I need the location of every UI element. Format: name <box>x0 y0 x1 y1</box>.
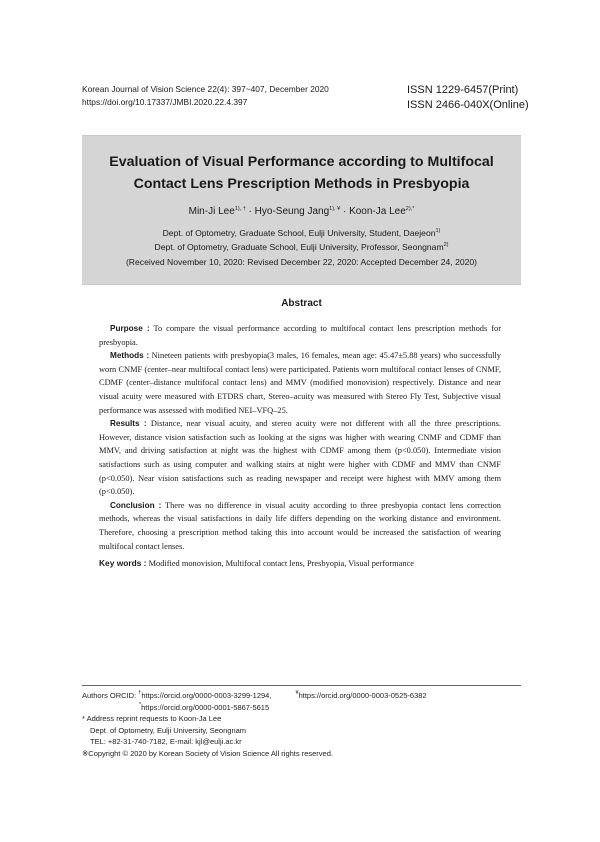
keywords-text: Modified monovision, Multifocal contact lens, Presbyopia, Visual performance <box>148 559 415 568</box>
footer-divider <box>82 685 521 686</box>
title-line-2: Contact Lens Prescription Methods in Presbyopia <box>133 176 470 192</box>
affiliation-1 <box>82 228 521 238</box>
methods-text: Nineteen patients with presbyopia(3 males, 16 females, mean age: 45.47±5.88 years) who successfully worn CNMF (center–near multifocal contact lens) were participated. Patients worn multifocal contact lenses of CNMF, CDMF (center–distance multifocal contact lens) and MMV (modified monovision) respectively. Distance and near visual acuity were measured with ETDRS chart, Stereo–acuity was measured with Stereo Fly Test, Subjective visual performance was assessed with modified NEI–VFQ–25. <box>99 351 501 415</box>
methods-paragraph <box>99 349 501 417</box>
author-mark: 1), ¥ <box>329 206 341 212</box>
orcid-line-2 <box>82 702 521 714</box>
reprint-text: Address reprint requests to Koon-Ja Lee <box>86 714 222 724</box>
reprint-mark: * <box>82 714 85 724</box>
author-name: Min-Ji Lee <box>188 206 235 217</box>
doi-link[interactable]: https://doi.org/10.17337/JMBI.2020.22.4.397 <box>82 97 248 107</box>
paper-title <box>82 151 521 195</box>
received-dates: (Received November 10, 2020: Revised December 22, 2020: Accepted December 24, 2020) <box>125 257 478 267</box>
journal-citation: Korean Journal of Vision Science 22(4): 397~407, December 2020 <box>82 84 329 94</box>
author-list <box>82 206 521 217</box>
orcid-line-1 <box>82 690 521 702</box>
footnotes <box>82 690 521 760</box>
orcid-mark: † <box>138 690 142 696</box>
methods-label: Methods : <box>110 351 150 361</box>
abstract-body <box>99 322 501 553</box>
affiliation-mark: 2) <box>443 242 449 248</box>
conclusion-label: Conclusion : <box>110 500 162 510</box>
orcid-link[interactable]: https://orcid.org/0000-0001-5867-5615 <box>141 702 270 712</box>
purpose-paragraph <box>99 322 501 349</box>
conclusion-text: There was no difference in visual acuity according to three presbyopia contact lens correction methods, whereas the visual satisfactions in daily life differs depending on the working distance and environment. Therefore, choosing a prescription method taking this into account would be increased the satisfaction of wearing multifocal contact lenses. <box>99 500 501 551</box>
orcid-mark: * <box>139 701 142 708</box>
author-name: Koon-Ja Lee <box>349 206 406 217</box>
purpose-label: Purpose : <box>110 324 150 333</box>
results-label: Results : <box>110 419 147 429</box>
keywords-line <box>99 558 519 568</box>
author-separator: · <box>245 206 255 217</box>
author-mark: 1), † <box>234 206 246 212</box>
results-text: Distance, near visual acuity, and stereo acuity were not different with all the three prescriptions. However, distance vision satisfaction such as looking at the signs was higher with wearing CNMF and CDMF than MMV, and driving satisfaction at night was the highest with CDMF among them (p<0.050). Intermediate vision satisfactions such as using computer and walking stairs at night were higher with CDMF and MMV than CNMF (p<0.050). Near vision satisfactions such as reading newspaper and receipt were highest with MMV among them (p<0.050). <box>99 419 501 497</box>
issn-print: ISSN 1229-6457(Print) <box>407 84 519 96</box>
orcid-mark: ¥ <box>295 690 299 696</box>
orcid-label: Authors ORCID: <box>82 691 137 700</box>
copyright-line: ※Copyright © 2020 by Korean Society of Vision Science All rights reserved. <box>82 748 333 758</box>
affiliation-text: Dept. of Optometry, Graduate School, Eulji University, Professor, Seongnam <box>154 242 444 252</box>
keywords-label: Key words : <box>99 558 147 568</box>
issn-online: ISSN 2466-040X(Online) <box>407 99 529 111</box>
author-name: Hyo-Seung Jang <box>254 206 330 217</box>
author-mark: 2),* <box>405 206 415 212</box>
title-line-1: Evaluation of Visual Performance according to Multifocal <box>109 154 494 170</box>
issn-block <box>407 83 529 113</box>
affiliation-mark: 1) <box>435 228 441 234</box>
orcid-link[interactable]: https://orcid.org/0000-0003-3299-1294, <box>141 691 272 700</box>
conclusion-paragraph <box>99 499 501 553</box>
abstract-heading: Abstract <box>281 298 322 309</box>
purpose-text: To compare the visual performance according to multifocal contact lens prescription methods for presbyopia. <box>99 324 501 347</box>
journal-header <box>82 83 329 109</box>
affiliation-text: Dept. of Optometry, Graduate School, Eulji University, Student, Daejeon <box>162 228 436 238</box>
reprint-dept: Dept. of Optometry, Eulji University, Seongnam <box>90 725 247 735</box>
title-box <box>82 135 521 285</box>
author-separator: · <box>340 206 350 217</box>
results-paragraph <box>99 417 501 499</box>
contact-line: TEL: +82-31-740-7182, E-mail: kjl@eulji.ac.kr <box>90 737 242 747</box>
orcid-link[interactable]: https://orcid.org/0000-0003-0525-6382 <box>298 691 427 700</box>
reprint-line <box>82 713 521 725</box>
affiliation-2 <box>82 242 521 252</box>
